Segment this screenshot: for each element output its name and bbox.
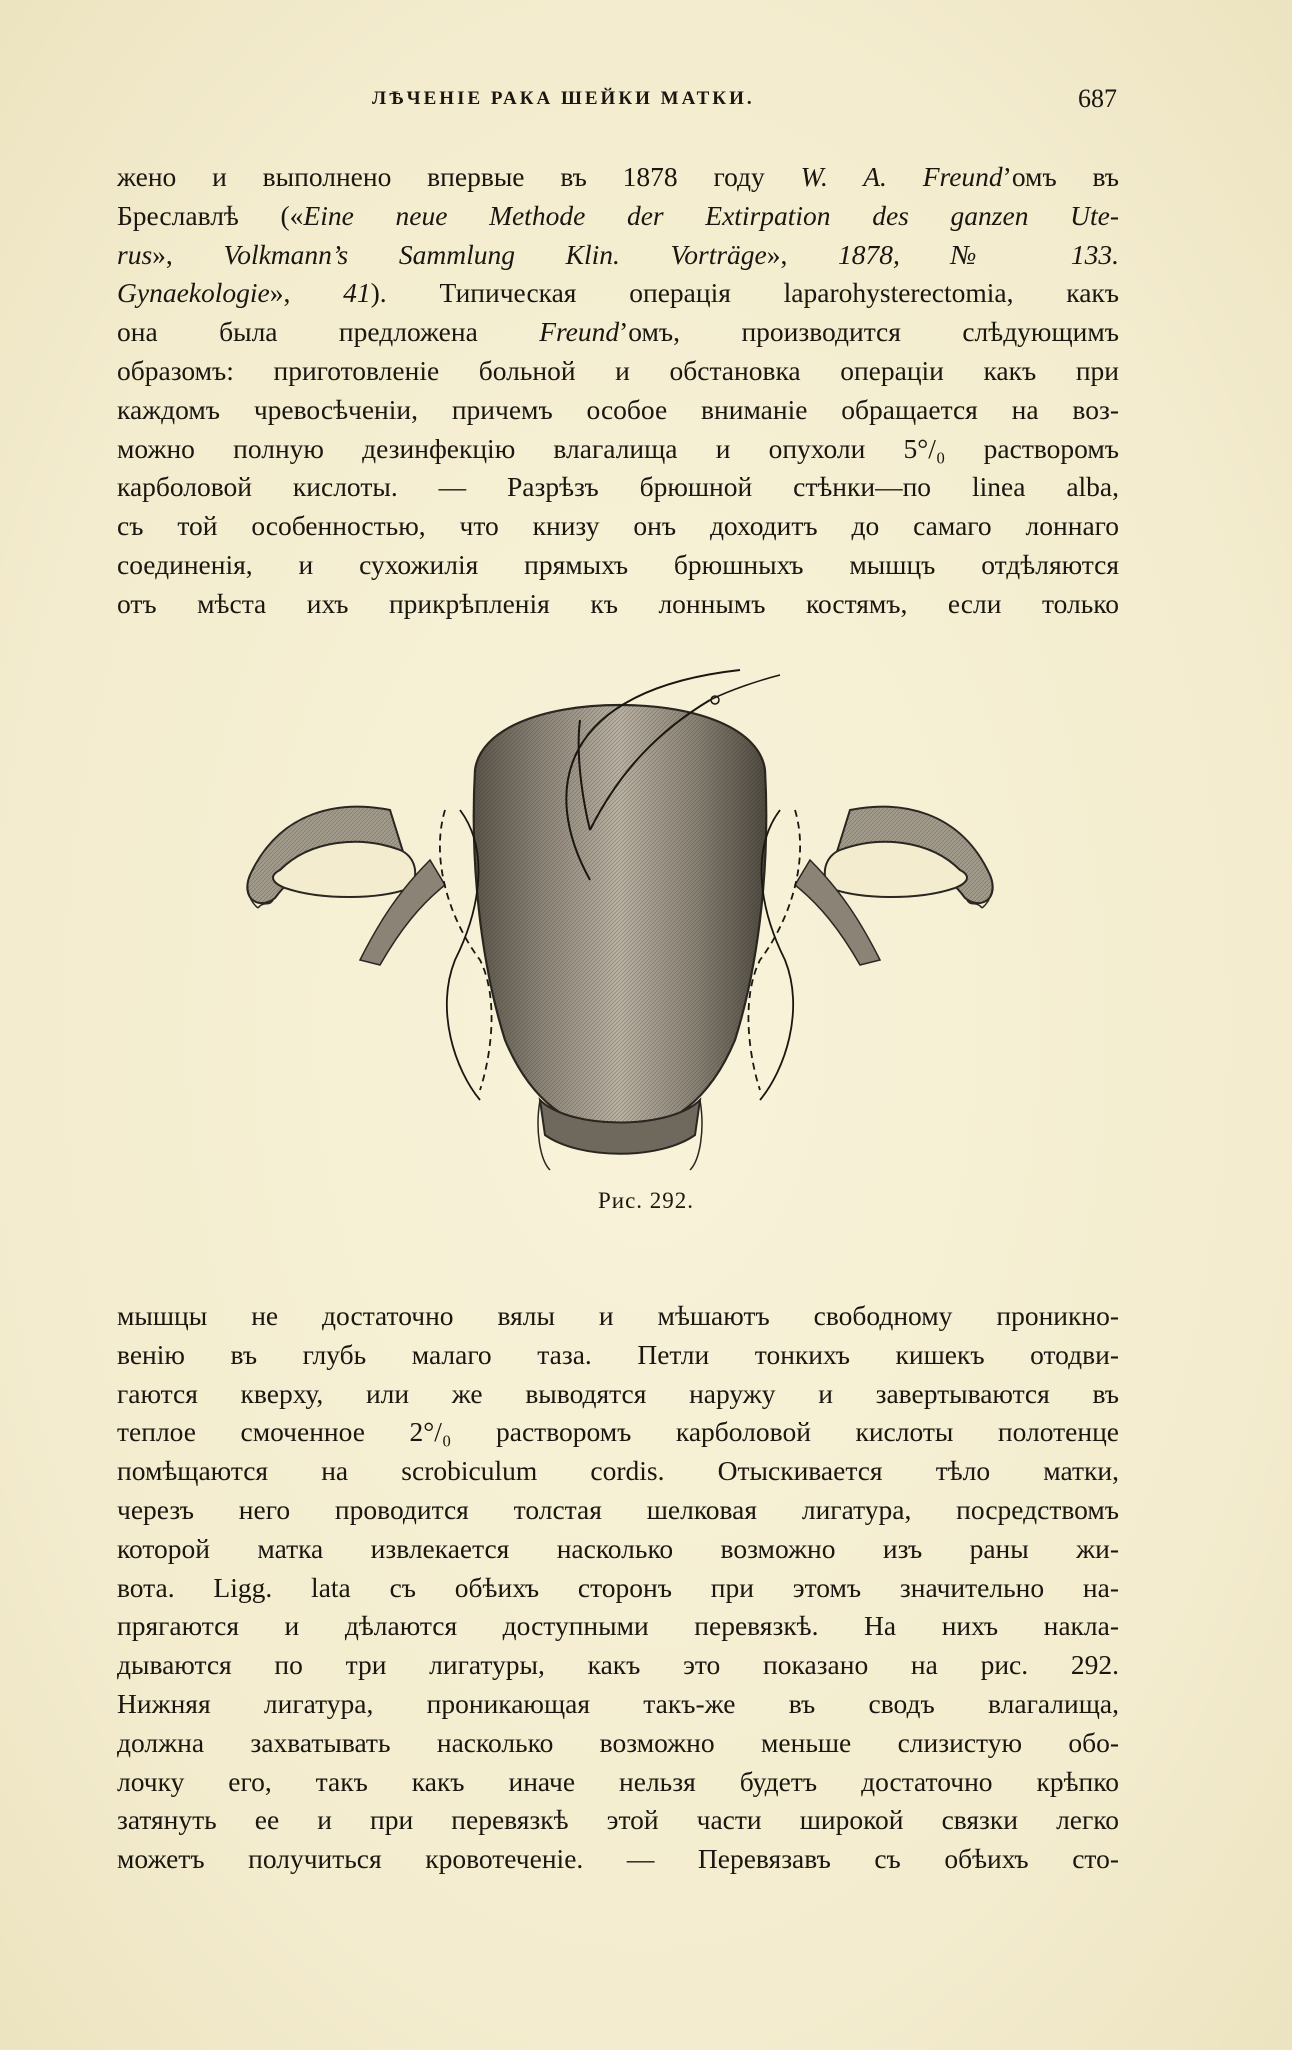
uterus-illustration xyxy=(240,660,1000,1180)
text-line xyxy=(117,585,1119,624)
text-segment: соединенія, и сухожилія прямыхъ брюшныхъ мышцъ отдѣляются xyxy=(117,548,1119,580)
text-segment: Gynaekologie xyxy=(117,277,270,309)
text-line xyxy=(117,1724,1119,1763)
text-segment: дываются по три лигатуры, какъ это показано на рис. 292. xyxy=(117,1649,1119,1681)
page-number: 687 xyxy=(1078,84,1117,113)
text-line xyxy=(117,1801,1119,1840)
text-segment: гаются кверху, или же выводятся наружу и завертываются въ xyxy=(117,1377,1119,1409)
text-segment: прягаются и дѣлаются доступными перевязкѣ. На нихъ накла- xyxy=(117,1610,1119,1642)
text-segment: она была предложена xyxy=(117,316,540,348)
text-segment: 41 xyxy=(343,277,371,309)
figure-caption: Рис. 292. xyxy=(597,1188,695,1213)
paragraph-top xyxy=(117,158,1119,624)
text-segment: затянуть ее и при перевязкѣ этой части широкой связки легко xyxy=(117,1804,1119,1836)
text-segment: теплое смоченное 2°/₀ растворомъ карболовой кислоты полотенце xyxy=(117,1416,1119,1448)
text-line xyxy=(117,1413,1119,1452)
text-segment: ’омъ въ xyxy=(1002,161,1120,192)
text-segment: можетъ получиться кровотеченіе. — Перевязавъ съ обѣихъ сто- xyxy=(117,1843,1119,1875)
text-line xyxy=(117,391,1119,430)
text-segment: rus xyxy=(117,238,153,270)
text-line xyxy=(117,1336,1119,1375)
text-line xyxy=(117,430,1119,469)
text-segment: можно полную дезинфекцію влагалища и опухоли 5°/₀ растворомъ xyxy=(117,432,1119,464)
text-segment: черезъ него проводится толстая шелковая лигатура, посредствомъ xyxy=(117,1493,1119,1525)
text-line xyxy=(117,1530,1119,1569)
text-segment: каждомъ чревосѣченіи, причемъ особое вниманіе обращается на воз- xyxy=(117,393,1119,425)
text-line xyxy=(117,1646,1119,1685)
text-segment: мышцы не достаточно вялы и мѣшаютъ свободному проникно- xyxy=(117,1300,1119,1331)
text-segment: помѣщаются на scrobiculum cordis. Отыскивается тѣло матки, xyxy=(117,1455,1119,1487)
text-segment: ). Типическая операція laparohysterectomia, какъ xyxy=(370,277,1120,309)
text-line xyxy=(117,1840,1119,1879)
text-segment: », xyxy=(766,238,839,270)
text-segment: венію въ глубь малаго таза. Петли тонкихъ кишекъ отодви- xyxy=(117,1338,1119,1370)
text-line xyxy=(117,1685,1119,1724)
paragraph-bottom xyxy=(117,1297,1119,1879)
text-line xyxy=(117,274,1119,313)
text-line xyxy=(117,1569,1119,1608)
text-segment: отъ мѣста ихъ прикрѣпленія къ лоннымъ костямъ, если только xyxy=(117,587,1119,619)
text-line xyxy=(117,1607,1119,1646)
text-line xyxy=(117,1375,1119,1414)
text-segment: Eine neue Methode der Extirpation des ganzen Ute- xyxy=(303,199,1119,231)
text-line xyxy=(117,158,1119,197)
text-segment: образомъ: приготовленіе больной и обстановка операціи какъ при xyxy=(117,354,1119,386)
figure-uterus-ligatures xyxy=(240,660,1000,1180)
text-segment: жено и выполнено впервые въ 1878 году xyxy=(117,161,801,192)
text-line xyxy=(117,546,1119,585)
running-head: ЛѢЧЕНІЕ РАКА ШЕЙКИ МАТКИ. xyxy=(372,88,755,109)
text-line xyxy=(117,507,1119,546)
text-line xyxy=(117,1452,1119,1491)
text-line xyxy=(117,1491,1119,1530)
text-segment: Нижняя лигатура, проникающая такъ-же въ сводъ влагалища, xyxy=(117,1687,1119,1719)
text-segment: 1878, № 133. xyxy=(838,238,1120,270)
text-segment: которой матка извлекается насколько возможно изъ раны жи- xyxy=(117,1532,1119,1564)
text-segment: Бреславлѣ (« xyxy=(117,199,304,231)
text-segment: W. A. Freund xyxy=(800,161,1003,192)
text-segment: », xyxy=(269,277,344,309)
text-segment: съ той особенностью, что книзу онъ доходитъ до самаго лоннаго xyxy=(117,510,1119,542)
text-segment: лочку его, такъ какъ иначе нельзя будетъ достаточно крѣпко xyxy=(117,1765,1119,1797)
text-segment: вота. Ligg. lata съ обѣихъ сторонъ при этомъ значительно на- xyxy=(117,1571,1119,1603)
text-line xyxy=(117,236,1119,275)
text-line xyxy=(117,1297,1119,1336)
text-segment: Freund xyxy=(539,316,620,348)
text-segment: карболовой кислоты. — Разрѣзъ брюшной стѣнки—по linea alba, xyxy=(117,471,1119,503)
text-line xyxy=(117,197,1119,236)
text-segment: », xyxy=(152,238,224,270)
text-segment: должна захватывать насколько возможно меньше слизистую обо- xyxy=(117,1726,1119,1758)
text-line xyxy=(117,1763,1119,1802)
text-line xyxy=(117,313,1119,352)
text-segment: ’омъ, производится слѣдующимъ xyxy=(619,316,1119,348)
page-header xyxy=(117,84,1117,128)
text-line xyxy=(117,468,1119,507)
text-line xyxy=(117,352,1119,391)
text-segment: Volkmann’s Sammlung Klin. Vorträge xyxy=(223,238,767,270)
